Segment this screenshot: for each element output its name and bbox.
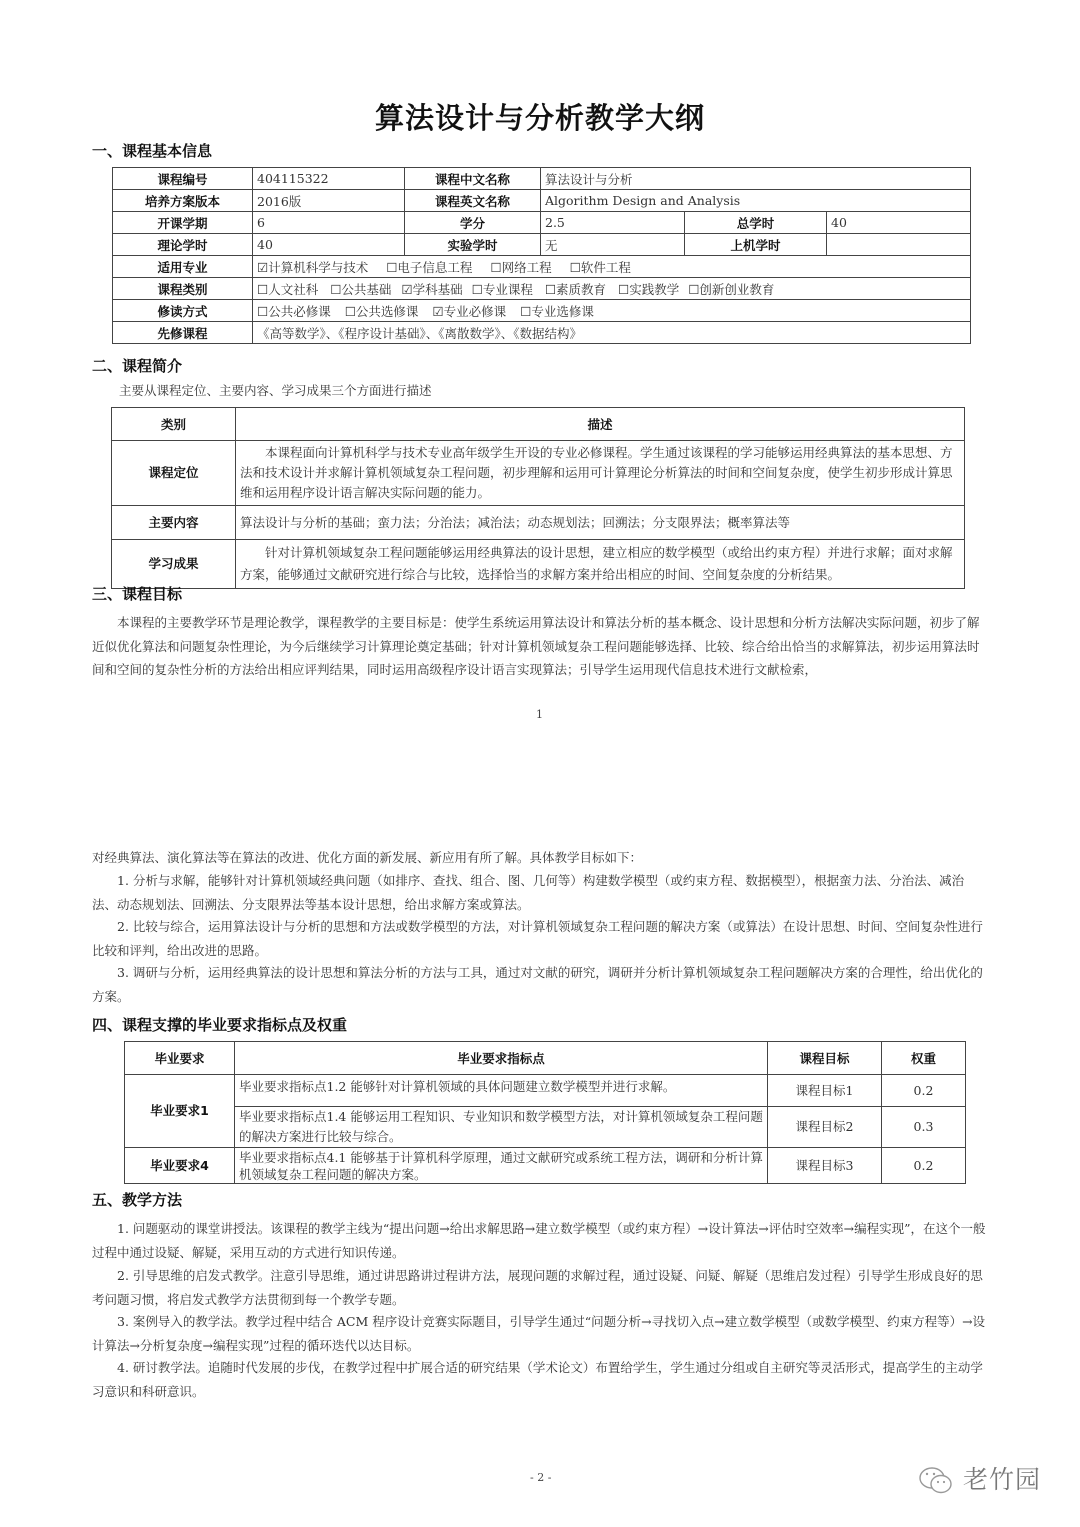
total-hours-value: 40 xyxy=(827,212,971,234)
version-label: 培养方案版本 xyxy=(113,190,253,212)
section2-heading: 二、课程简介 xyxy=(92,357,183,375)
col-req: 毕业要求 xyxy=(125,1042,235,1075)
row-description: 本课程面向计算机科学与技术专业高年级学生开设的专业必修课程。学生通过该课程的学习能够运用经典算法的基本思想、方法和技术设计并求解计算机领域复杂工程问题，初步理解和运用可计算理论分析算法的时间和空间复杂度，使学生初步形成计算思维和运用程序设计语言解决实际问题的能力。 xyxy=(236,441,965,506)
section3-para-part1: 本课程的主要教学环节是理论教学，课程教学的主要目标是：使学生系统运用算法设计和算法分析的基本概念、设计思想和分析方法解决实际问题，初步了解近似优化算法和问题复杂性理论，为今后继续学习计算理论奠定基础；针对计算机领域复杂工程问题能够选择、比较、综合给出恰当的求解算法，初步运用算法时间和空间的复杂性分析的方法给出相应评判结果，同时运用高级程序设计语言实现算法；引导学生运用现代信息技术进行文献检索， xyxy=(92,615,980,677)
method-3: 3. 案例导入的教学法。教学过程中结合 ACM 程序设计竞赛实际题目，引导学生通过“问题分析→寻找切入点→建立数学模型（或数学模型、约束方程等）→设计算法→分析复杂度→编程实现”过程的循环迭代以达目标。 xyxy=(92,1314,986,1353)
theory-hours-label: 理论学时 xyxy=(113,234,253,256)
type-label: 课程类别 xyxy=(113,278,253,300)
prereq-value: 《高等数学》、《程序设计基础》、《离散数学》、《数据结构》 xyxy=(253,322,971,344)
type-option-innovation: ☐创新创业教育 xyxy=(688,281,775,297)
theory-hours-value: 40 xyxy=(253,234,405,256)
graduation-requirements-table xyxy=(124,1041,966,1184)
computer-hours-value xyxy=(827,234,971,256)
code-label: 课程编号 xyxy=(113,168,253,190)
major-options xyxy=(253,256,971,278)
page-number-1: 1 xyxy=(536,708,543,721)
lab-hours-value: 无 xyxy=(541,234,685,256)
mode-option-major-elective: ☐专业选修课 xyxy=(520,303,594,319)
method-4: 4. 研讨教学法。追随时代发展的步伐，在教学过程中扩展合适的研究结果（学术论文）布置给学生，学生通过分组或自主研究等灵活形式，提高学生的主动学习意识和科研意识。 xyxy=(92,1360,983,1399)
col-indicator: 毕业要求指标点 xyxy=(235,1042,768,1075)
watermark-text: 老竹园 xyxy=(962,1465,1041,1494)
term-value: 6 xyxy=(253,212,405,234)
row-category: 主要内容 xyxy=(112,506,236,540)
type-option-quality: ☐素质教育 xyxy=(544,281,607,297)
type-option-humanities: ☐人文社科 xyxy=(257,281,319,297)
col-category: 类别 xyxy=(112,408,236,441)
col-description: 描述 xyxy=(236,408,965,441)
wechat-icon xyxy=(918,1466,954,1496)
type-options xyxy=(253,278,971,300)
type-option-public: ☐公共基础 xyxy=(330,281,392,297)
indicator-cell: 毕业要求指标点4.1 能够基于计算机科学原理，通过文献研究或系统工程方法，调研和分析计算机领域复杂工程问题的解决方案。 xyxy=(235,1148,768,1184)
major-option-ee: ☐电子信息工程 xyxy=(386,259,473,275)
col-weight: 权重 xyxy=(882,1042,966,1075)
major-option-cs: ☑计算机科学与技术 xyxy=(257,259,369,275)
cn-name-value: 算法设计与分析 xyxy=(541,168,971,190)
page-number-2: - 2 - xyxy=(530,1471,552,1484)
goal-2: 2. 比较与综合，运用算法设计与分析的思想和方法或数学模型的方法，对计算机领域复杂工程问题的解决方案（或算法）在设计思想、时间、空间复杂性进行比较和评判，给出改进的思路。 xyxy=(92,919,983,958)
req-cell: 毕业要求1 xyxy=(125,1075,235,1148)
course-info-table xyxy=(112,167,971,344)
req-cell: 毕业要求4 xyxy=(125,1148,235,1184)
credit-value: 2.5 xyxy=(541,212,685,234)
goal-3: 3. 调研与分析，运用经典算法的设计思想和算法分析的方法与工具，通过对文献的研究，调研并分析计算机领域复杂工程问题解决方案的合理性，给出优化的方案。 xyxy=(92,965,983,1004)
goal-cell: 课程目标1 xyxy=(768,1075,882,1107)
weight-cell: 0.2 xyxy=(882,1148,966,1184)
mode-label: 修读方式 xyxy=(113,300,253,322)
course-intro-table xyxy=(111,407,965,589)
mode-option-public-required: ☐公共必修课 xyxy=(257,303,331,319)
watermark xyxy=(918,1460,1041,1496)
en-name-label: 课程英文名称 xyxy=(405,190,541,212)
col-goal: 课程目标 xyxy=(768,1042,882,1075)
type-option-discipline: ☑学科基础 xyxy=(401,281,463,297)
section3-para-part2: 对经典算法、演化算法等在算法的改进、优化方面的新发展、新应用有所了解。具体教学目标如下： xyxy=(92,850,643,865)
row-category: 课程定位 xyxy=(112,441,236,506)
credit-label: 学分 xyxy=(405,212,541,234)
code-value: 404115322 xyxy=(253,168,405,190)
cn-name-label: 课程中文名称 xyxy=(405,168,541,190)
version-value: 2016版 xyxy=(253,190,405,212)
goal-cell: 课程目标2 xyxy=(768,1107,882,1148)
type-option-practice: ☐实践教学 xyxy=(618,281,680,297)
row-description: 算法设计与分析的基础；蛮力法；分治法；减治法；动态规划法；回溯法；分支限界法；概率算法等 xyxy=(236,506,965,540)
weight-cell: 0.3 xyxy=(882,1107,966,1148)
computer-hours-label: 上机学时 xyxy=(685,234,827,256)
major-option-se: ☐软件工程 xyxy=(569,259,631,275)
goal-1: 1. 分析与求解，能够针对计算机领域经典问题（如排序、查找、组合、图、几何等）构建数学模型（或约束方程、数据模型），根据蛮力法、分治法、减治法、动态规划法、回溯法、分支限界法等基本设计思想，给出求解方案或算法。 xyxy=(92,873,965,912)
type-option-major: ☐专业课程 xyxy=(471,281,533,297)
section4-heading: 四、课程支撑的毕业要求指标点及权重 xyxy=(92,1016,348,1034)
row-category: 学习成果 xyxy=(112,540,236,589)
weight-cell: 0.2 xyxy=(882,1075,966,1107)
section1-heading: 一、课程基本信息 xyxy=(92,142,213,160)
total-hours-label: 总学时 xyxy=(685,212,827,234)
indicator-cell: 毕业要求指标点1.2 能够针对计算机领域的具体问题建立数学模型并进行求解。 xyxy=(235,1075,768,1107)
mode-options xyxy=(253,300,971,322)
section2-intro: 主要从课程定位、主要内容、学习成果三个方面进行描述 xyxy=(119,383,432,398)
mode-option-public-elective: ☐公共选修课 xyxy=(344,303,419,319)
row-description: 针对计算机领域复杂工程问题能够运用经典算法的设计思想，建立相应的数学模型（或给出约束方程）并进行求解；面对求解方案，能够通过文献研究进行综合与比较，选择恰当的求解方案并给出相应的时间、空间复杂度的分析结果。 xyxy=(236,540,965,589)
lab-hours-label: 实验学时 xyxy=(405,234,541,256)
method-1: 1. 问题驱动的课堂讲授法。该课程的教学主线为“提出问题→给出求解思路→建立数学模型（或约束方程）→设计算法→评估时空效率→编程实现”，在这个一般过程中通过设疑、解疑，采用互动的方式进行知识传递。 xyxy=(92,1221,986,1260)
section5-heading: 五、教学方法 xyxy=(92,1191,183,1209)
prereq-label: 先修课程 xyxy=(113,322,253,344)
method-2: 2. 引导思维的启发式教学。注意引导思维，通过讲思路讲过程讲方法，展现问题的求解过程，通过设疑、问疑、解疑（思维启发过程）引导学生形成良好的思考问题习惯，将启发式教学方法贯彻到每一个教学专题。 xyxy=(92,1268,983,1307)
term-label: 开课学期 xyxy=(113,212,253,234)
en-name-value: Algorithm Design and Analysis xyxy=(541,190,971,212)
mode-option-major-required: ☑专业必修课 xyxy=(432,303,507,319)
document-title: 算法设计与分析教学大纲 xyxy=(374,101,705,135)
major-option-network: ☐网络工程 xyxy=(490,259,552,275)
section3-heading: 三、课程目标 xyxy=(92,585,183,603)
goal-cell: 课程目标3 xyxy=(768,1148,882,1184)
major-label: 适用专业 xyxy=(113,256,253,278)
indicator-cell: 毕业要求指标点1.4 能够运用工程知识、专业知识和数学模型方法，对计算机领域复杂工程问题的解决方案进行比较与综合。 xyxy=(235,1107,768,1148)
